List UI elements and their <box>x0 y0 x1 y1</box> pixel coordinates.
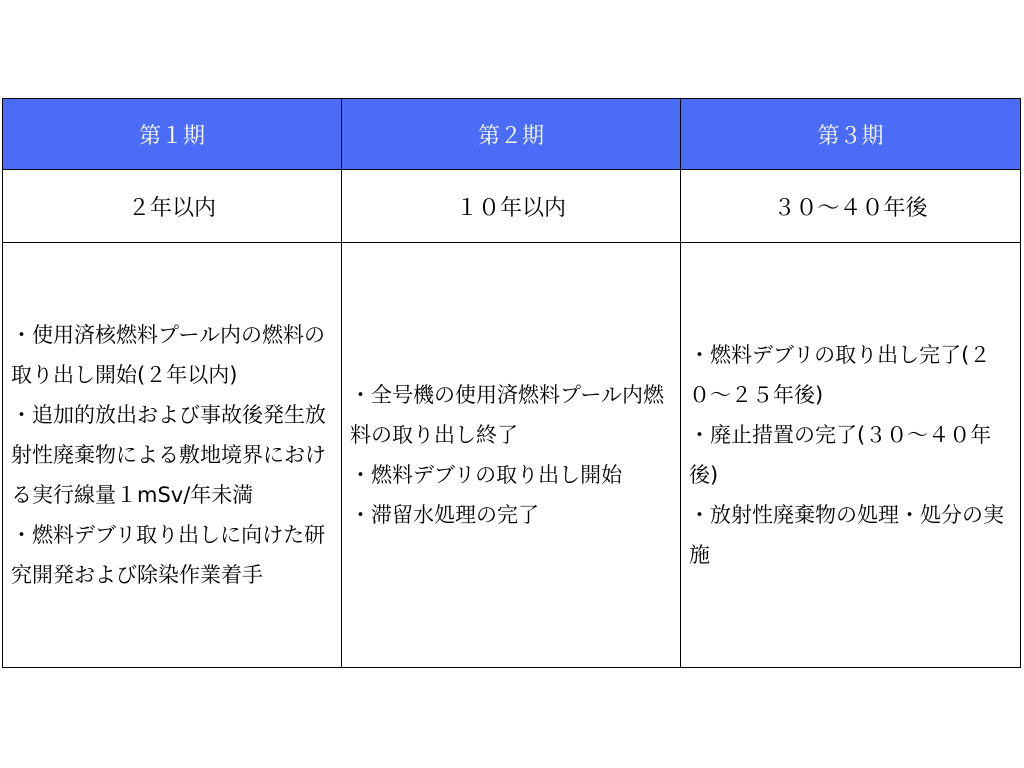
phase-2-goal-3: ・滞留水処理の完了 <box>350 503 539 527</box>
phase-2-goal-2: ・燃料デブリの取り出し開始 <box>350 463 623 487</box>
phase-3-goals <box>681 243 1021 668</box>
phase-1-goal-1: ・使用済核燃料プール内の燃料の取り出し開始(２年以内) <box>11 323 325 387</box>
phase-1-goal-list <box>3 315 341 595</box>
phase-1-goal-2: ・追加的放出および事故後発生放射性廃棄物による敷地境界における実行線量１mSv/年未満 <box>11 403 326 507</box>
phase-2-goals <box>342 243 681 668</box>
period-row <box>3 170 1021 243</box>
phase-table <box>2 98 1021 668</box>
phase-3-goal-2: ・廃止措置の完了(３０〜４０年後) <box>689 423 992 487</box>
phase-3-header: 第３期 <box>681 99 1021 170</box>
phase-1-goal-3: ・燃料デブリ取り出しに向けた研究開発および除染作業着手 <box>11 523 326 587</box>
phase-2-goal-list <box>342 375 680 535</box>
phase-2-header: 第２期 <box>342 99 681 170</box>
goals-row <box>3 243 1021 668</box>
phase-3-goal-1: ・燃料デブリの取り出し完了(２０〜２５年後) <box>689 343 991 407</box>
phase-2-goal-1: ・全号機の使用済燃料プール内燃料の取り出し終了 <box>350 383 664 447</box>
phase-1-period: ２年以内 <box>3 170 342 243</box>
phase-3-goal-list <box>681 335 1020 575</box>
phase-3-period: ３０〜４０年後 <box>681 170 1021 243</box>
phase-2-period: １０年以内 <box>342 170 681 243</box>
phase-1-header: 第１期 <box>3 99 342 170</box>
phase-3-goal-3: ・放射性廃棄物の処理・処分の実施 <box>689 503 1004 567</box>
phase-1-goals <box>3 243 342 668</box>
header-row <box>3 99 1021 170</box>
